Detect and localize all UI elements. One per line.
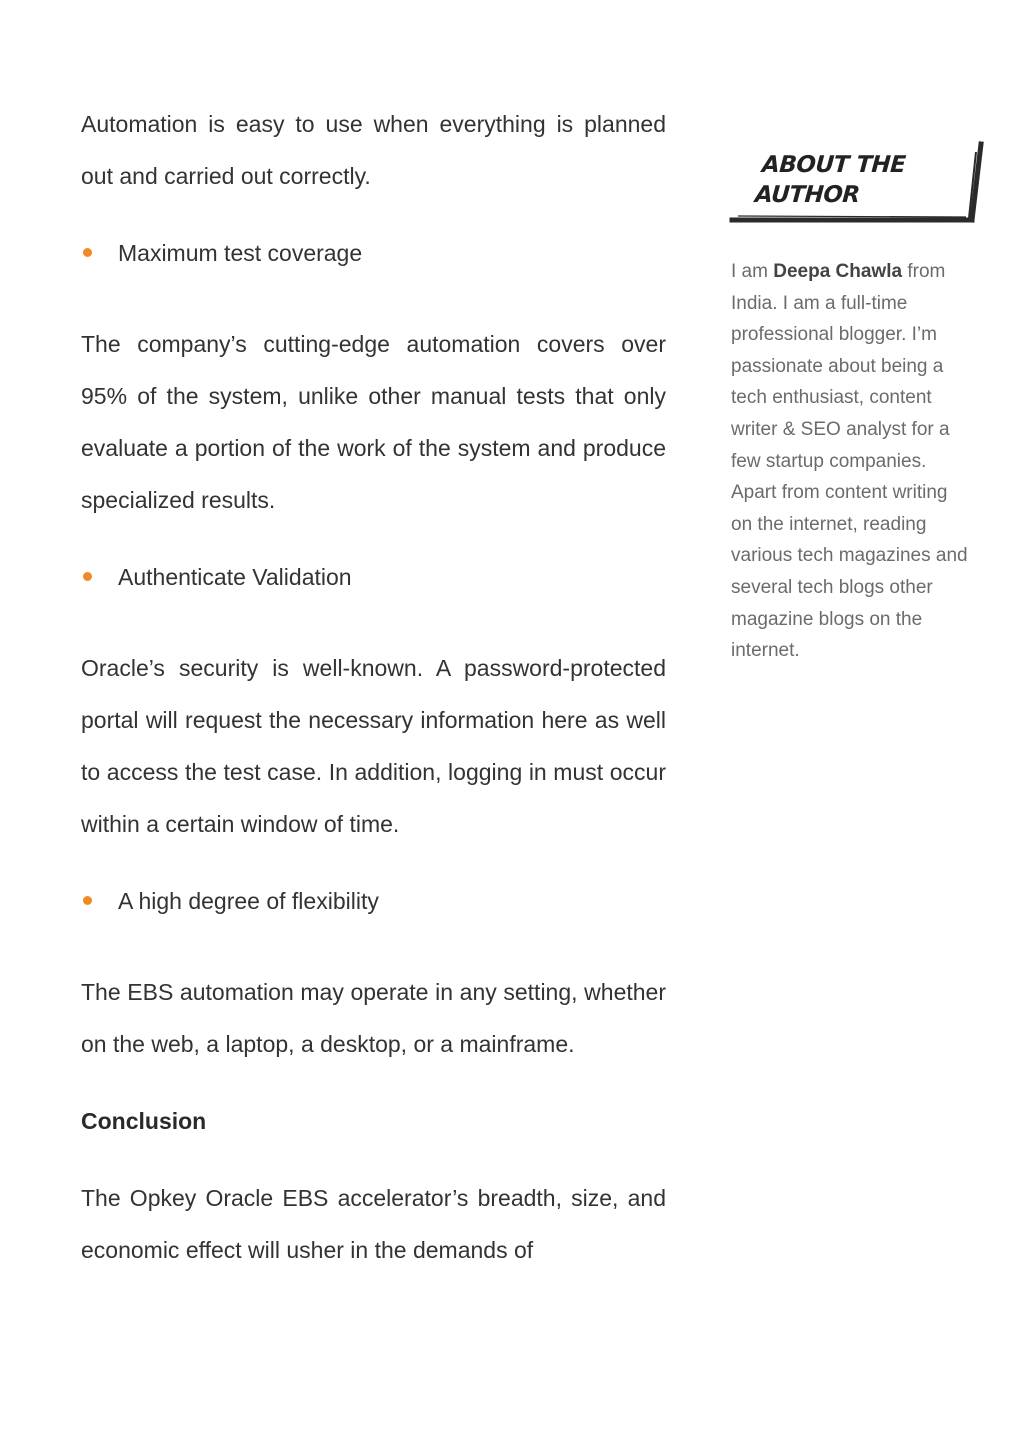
bullet-label: Maximum test coverage (118, 240, 363, 266)
paragraph-ebs: The EBS automation may operate in any setting, whether on the web, a laptop, a desktop, or a mainframe. (81, 979, 666, 1057)
author-name: Deepa Chawla (773, 261, 903, 282)
about-author-title-line2: AUTHOR (754, 182, 861, 208)
bullet-item-validation (81, 551, 666, 603)
section-heading-conclusion: Conclusion (81, 1108, 207, 1134)
about-author-title-line1: ABOUT THE (761, 152, 907, 178)
paragraph-intro: Automation is easy to use when everything is planned out and carried out correctly. (81, 111, 666, 189)
bullet-label: A high degree of flexibility (118, 888, 379, 914)
about-author-header (731, 140, 986, 226)
bio-text: from India. I am a full-time professional blogger. I’m passionate about being a tech enthusiast, content writer & SEO analyst for a few startup companies. Apart from content writing on the internet, reading various tech magazines and several tech blogs other magazine blogs on the internet. (731, 261, 968, 662)
about-author-title (754, 150, 907, 210)
bullet-dot-icon (83, 572, 92, 581)
bullet-dot-icon (83, 896, 92, 905)
bullet-item-flexibility (81, 875, 666, 927)
paragraph-coverage: The company’s cutting-edge automation covers over 95% of the system, unlike other manual tests that only evaluate a portion of the work of the system and produce specialized results. (81, 331, 666, 513)
bullet-dot-icon (83, 248, 92, 257)
author-bio (731, 256, 971, 667)
about-author-sidebar (731, 140, 991, 667)
paragraph-security: Oracle’s security is well-known. A password-protected portal will request the necessary information here as well to access the test case. In addition, logging in must occur within a certain window of time. (81, 655, 666, 837)
bio-prefix: I am (731, 261, 774, 282)
article-body (81, 98, 666, 1276)
bullet-item-test-coverage (81, 227, 666, 279)
bullet-label: Authenticate Validation (118, 564, 352, 590)
paragraph-conclusion: The Opkey Oracle EBS accelerator’s breadth, size, and economic effect will usher in the demands of (81, 1185, 666, 1263)
